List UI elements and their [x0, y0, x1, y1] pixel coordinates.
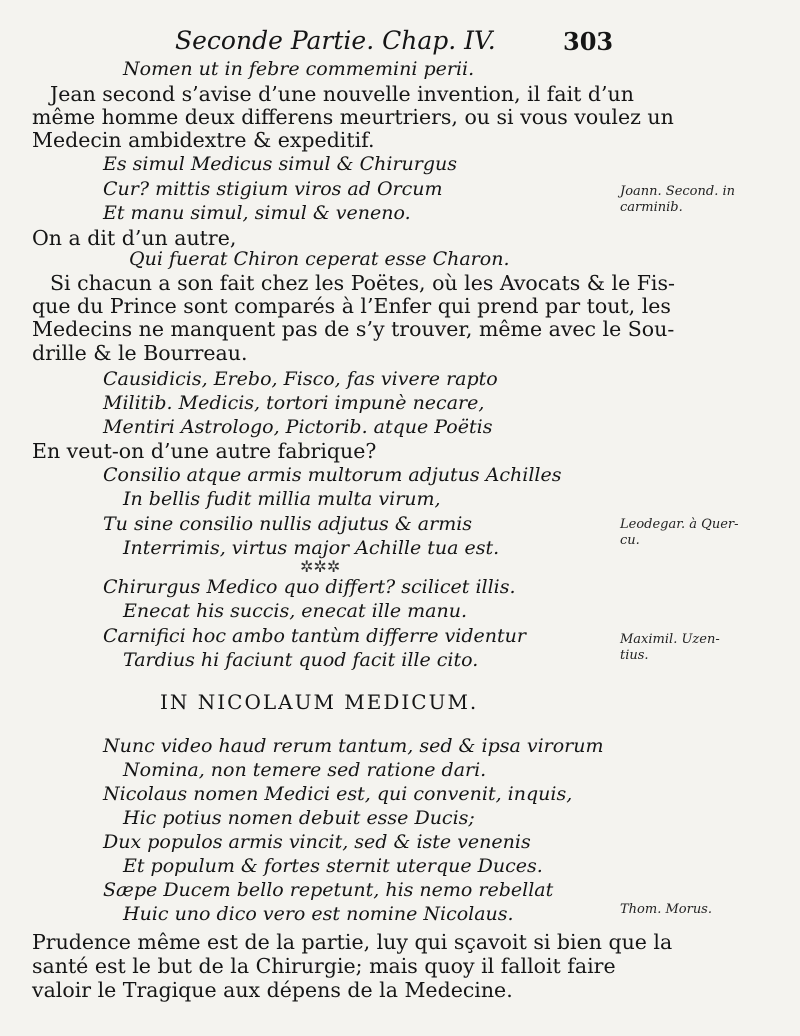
text-line: Nomina, non temere sed ratione dari.	[123, 759, 487, 781]
text-line: Mentiri Astrologo, Pictorib. atque Poëtis	[103, 416, 493, 438]
text-line: même homme deux differens meurtriers, ou si vous voulez un	[32, 105, 674, 129]
text-line: Causidicis, Erebo, Fisco, fas vivere rapto	[103, 368, 498, 390]
text-line: Cur? mittis stigium viros ad Orcum	[103, 178, 443, 200]
text-line: Tardius hi faciunt quod facit ille cito.	[123, 649, 479, 671]
margin-note	[620, 184, 735, 216]
margin-note-line: Maximil. Uzen-	[620, 632, 720, 647]
text-line: Tu sine consilio nullis adjutus & armis	[103, 513, 473, 535]
text-line: Interrimis, virtus major Achille tua est.	[123, 537, 500, 559]
text-line: Et populum & fortes sternit uterque Duces.	[123, 855, 543, 877]
text-line: Hic potius nomen debuit esse Ducis;	[123, 807, 475, 829]
text-line: On a dit d’un autre,	[32, 226, 237, 250]
margin-note-line: Joann. Second. in	[620, 184, 735, 199]
text-line: Carnifici hoc ambo tantùm differre videntur	[103, 625, 526, 647]
margin-note	[620, 517, 739, 549]
margin-note-line: cu.	[620, 533, 640, 548]
text-line: In bellis fudit millia multa virum,	[123, 488, 441, 510]
text-line: Sæpe Ducem bello repetunt, his nemo rebellat	[103, 879, 554, 901]
text-line: Es simul Medicus simul & Chirurgus	[103, 153, 458, 175]
text-line: valoir le Tragique aux dépens de la Medecine.	[32, 978, 513, 1002]
text-line: drille & le Bourreau.	[32, 341, 248, 365]
text-line: Medecins ne manquent pas de s’y trouver, même avec le Sou-	[32, 317, 675, 341]
margin-note-line: carminib.	[620, 200, 683, 215]
text-line: Si chacun a son fait chez les Poëtes, où les Avocats & le Fis-	[50, 271, 675, 295]
text-line: Enecat his succis, enecat ille manu.	[123, 600, 468, 622]
margin-note-line: Thom. Morus.	[620, 902, 712, 917]
text-line: Huic uno dico vero est nomine Nicolaus.	[123, 903, 514, 925]
text-line: Dux populos armis vincit, sed & iste venenis	[103, 831, 531, 853]
text-line: Nomen ut in febre commemini perii.	[123, 58, 475, 80]
text-line: Chirurgus Medico quo differt? scilicet illis.	[103, 576, 516, 598]
margin-note-line: tius.	[620, 648, 649, 663]
text-line: que du Prince sont comparés à l’Enfer qui prend par tout, les	[32, 294, 671, 318]
text-line: Et manu simul, simul & veneno.	[103, 202, 411, 224]
page-number: 303	[563, 27, 614, 56]
running-title: Seconde Partie. Chap. IV.	[175, 26, 496, 55]
text-line: En veut-on d’une autre fabrique?	[32, 439, 377, 463]
margin-note-line: Leodegar. à Quer-	[620, 517, 739, 532]
text-line: Militib. Medicis, tortori impunè necare,	[103, 392, 485, 414]
text-line: Jean second s’avise d’une nouvelle invention, il fait d’un	[50, 82, 634, 106]
margin-note	[620, 632, 720, 664]
margin-note	[620, 902, 712, 918]
text-line: Prudence même est de la partie, luy qui sçavoit si bien que la	[32, 930, 673, 954]
text-line: Nicolaus nomen Medici est, qui convenit, inquis,	[103, 783, 573, 805]
poem-title: IN NICOLAUM MEDICUM.	[160, 690, 479, 714]
text-line: Medecin ambidextre & expeditif.	[32, 128, 375, 152]
text-line: santé est le but de la Chirurgie; mais quoy il falloit faire	[32, 954, 616, 978]
text-line: Consilio atque armis multorum adjutus Achilles	[103, 464, 562, 486]
text-line: Nunc video haud rerum tantum, sed & ipsa virorum	[103, 735, 604, 757]
ornament: ✲✲✲	[300, 557, 341, 576]
text-line: Qui fuerat Chiron ceperat esse Charon.	[129, 248, 510, 270]
